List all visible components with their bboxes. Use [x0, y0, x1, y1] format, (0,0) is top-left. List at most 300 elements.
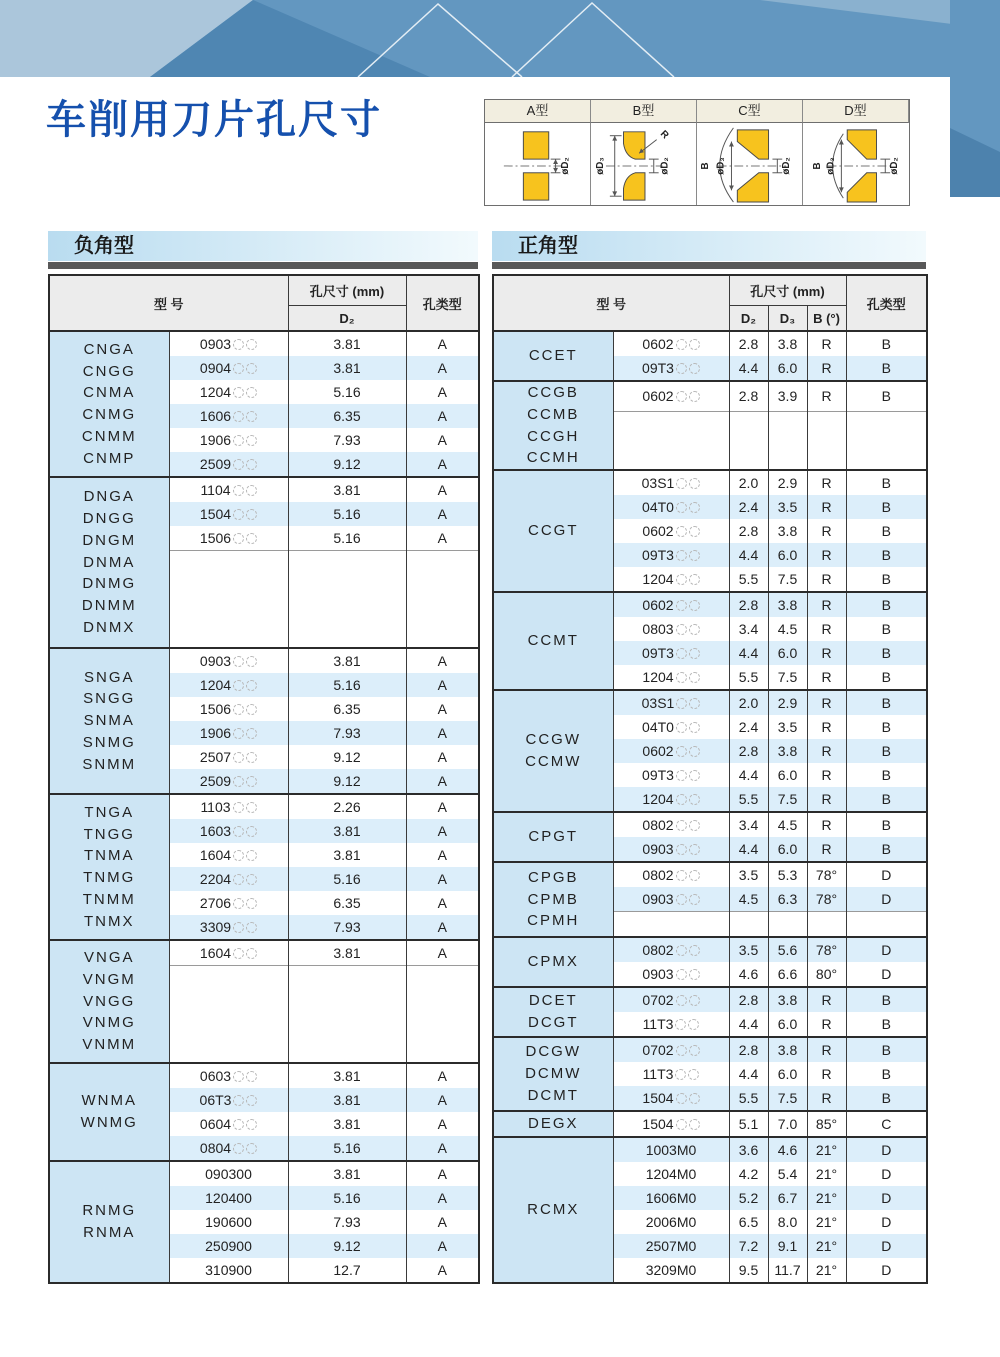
table-row	[493, 937, 927, 962]
dim-label-d2: øD₂	[780, 157, 792, 175]
diagram-type-a-header: A型	[485, 100, 591, 123]
header-hole-dims: 孔尺寸 (mm)	[288, 275, 406, 306]
size-code: 190600	[205, 1214, 252, 1230]
d3-cell: 4.5	[768, 812, 807, 837]
empty-cell	[768, 411, 807, 470]
d3-cell: 7.0	[768, 1111, 807, 1137]
model-series-name: TNMM	[82, 890, 136, 908]
type-cell: B	[846, 1086, 927, 1111]
d2-cell: 2.0	[729, 690, 768, 715]
size-code: 1504	[199, 506, 232, 522]
model-series-name: WNMG	[80, 1114, 138, 1131]
b-cell: 80°	[807, 962, 846, 987]
diagram-type-c-header: C型	[697, 100, 803, 123]
placeholder-circle-icon	[689, 746, 700, 757]
size-cell	[169, 648, 288, 673]
placeholder-circle-icon	[246, 704, 257, 715]
size-cell	[169, 1063, 288, 1088]
placeholder-circle-icon	[688, 1069, 699, 1080]
model-series-name: CNMG	[82, 406, 137, 423]
size-cell	[613, 787, 729, 812]
b-cell: 21°	[807, 1234, 846, 1258]
placeholder-circle-icon	[246, 898, 257, 909]
d3-cell: 4.6	[768, 1137, 807, 1162]
b-cell: R	[807, 812, 846, 837]
model-series-name: TNMX	[84, 912, 135, 930]
size-cell	[613, 641, 729, 665]
b-cell: 78°	[807, 862, 846, 887]
d2-cell: 6.35	[288, 404, 406, 428]
size-code: 09T3	[642, 645, 674, 661]
placeholder-circle-icon	[689, 995, 700, 1006]
b-cell: R	[807, 356, 846, 381]
model-series-cell	[49, 648, 169, 794]
placeholder-circle-icon	[676, 722, 687, 733]
table-row	[493, 381, 927, 411]
model-series-name: CCMH	[526, 449, 580, 467]
d3-cell: 6.0	[768, 763, 807, 787]
type-cell: B	[846, 381, 927, 411]
placeholder-circle-icon	[676, 672, 687, 683]
header-d3: D₃	[768, 306, 807, 332]
b-cell: R	[807, 1062, 846, 1086]
d2-cell: 2.8	[729, 1037, 768, 1062]
size-cell	[613, 937, 729, 962]
placeholder-circle-icon	[246, 363, 257, 374]
model-series-name: CNGG	[82, 362, 136, 380]
model-series-name: CCET	[528, 347, 578, 365]
b-cell: R	[807, 1037, 846, 1062]
d2-cell: 7.93	[288, 915, 406, 940]
type-cell: A	[406, 745, 479, 769]
d3-cell: 3.5	[768, 495, 807, 519]
d3-cell: 2.9	[768, 690, 807, 715]
type-cell: D	[846, 1234, 927, 1258]
placeholder-circle-icon	[246, 411, 257, 422]
b-cell: R	[807, 617, 846, 641]
type-cell: A	[406, 404, 479, 428]
placeholder-circle-icon	[233, 776, 244, 787]
model-series-name: CNMA	[83, 384, 136, 402]
type-cell: B	[846, 690, 927, 715]
model-series-name: CCMW	[525, 753, 582, 770]
placeholder-circle-icon	[689, 945, 700, 956]
model-series-cell	[493, 1037, 613, 1111]
diagram-type-a	[485, 123, 591, 205]
size-cell	[613, 1012, 729, 1037]
empty-cell	[807, 912, 846, 938]
model-series-name: SNGA	[83, 668, 135, 686]
size-code: 120400	[205, 1190, 252, 1206]
size-code: 090300	[205, 1166, 252, 1182]
empty-cell	[729, 912, 768, 938]
model-series-cell	[49, 1063, 169, 1161]
placeholder-circle-icon	[689, 770, 700, 781]
section-divider-bar	[492, 262, 926, 269]
size-cell	[169, 1112, 288, 1136]
d2-cell: 5.16	[288, 867, 406, 891]
table-row	[493, 331, 927, 356]
d2-cell: 3.81	[288, 1112, 406, 1136]
d3-cell: 3.8	[768, 1037, 807, 1062]
size-cell	[613, 887, 729, 912]
d2-cell: 4.4	[729, 641, 768, 665]
empty-cell	[288, 551, 406, 649]
size-cell	[169, 1258, 288, 1283]
model-series-name: DNGG	[82, 510, 136, 528]
insert-b-drawing	[592, 124, 696, 204]
size-code: 1906	[199, 432, 232, 448]
model-series-name: VNGG	[83, 992, 136, 1010]
type-cell: A	[406, 940, 479, 966]
model-series-name: CPMX	[527, 953, 579, 971]
model-series-cell	[493, 331, 613, 381]
size-cell	[169, 526, 288, 551]
d2-cell: 3.81	[288, 843, 406, 867]
type-cell: B	[846, 543, 927, 567]
placeholder-circle-icon	[233, 387, 244, 398]
placeholder-circle-icon	[246, 1143, 257, 1154]
d2-cell: 2.8	[729, 592, 768, 617]
empty-cell	[768, 912, 807, 938]
size-cell	[169, 867, 288, 891]
d2-cell: 4.4	[729, 356, 768, 381]
placeholder-circle-icon	[246, 509, 257, 520]
placeholder-circle-icon	[676, 820, 687, 831]
table-row	[493, 1111, 927, 1137]
d2-cell: 9.5	[729, 1258, 768, 1283]
placeholder-circle-icon	[689, 574, 700, 585]
type-cell: C	[846, 1111, 927, 1137]
diagram-type-c	[697, 123, 803, 205]
size-code: 0903	[642, 891, 674, 907]
model-series-cell	[493, 1111, 613, 1137]
model-series-name: TNGG	[83, 825, 135, 843]
placeholder-circle-icon	[246, 435, 257, 446]
model-series-name: SNMA	[83, 712, 135, 730]
b-cell: R	[807, 787, 846, 812]
d3-cell: 5.4	[768, 1162, 807, 1186]
type-cell: A	[406, 452, 479, 477]
size-cell	[613, 470, 729, 495]
placeholder-circle-icon	[689, 339, 700, 350]
placeholder-circle-icon	[676, 770, 687, 781]
placeholder-circle-icon	[246, 826, 257, 837]
d3-cell: 6.0	[768, 837, 807, 862]
size-code: 2006M0	[645, 1214, 697, 1230]
d2-cell: 2.8	[729, 519, 768, 543]
placeholder-circle-icon	[676, 391, 687, 402]
b-cell: R	[807, 331, 846, 356]
type-cell: A	[406, 843, 479, 867]
type-cell: B	[846, 987, 927, 1012]
size-code: 1506	[199, 701, 232, 717]
size-code: 1104	[200, 482, 231, 498]
d2-cell: 4.4	[729, 837, 768, 862]
b-cell: R	[807, 641, 846, 665]
size-cell	[169, 721, 288, 745]
size-code: 2509	[199, 773, 232, 789]
size-code: 2507M0	[645, 1238, 697, 1254]
type-cell: A	[406, 428, 479, 452]
placeholder-circle-icon	[689, 969, 700, 980]
type-cell: B	[846, 567, 927, 592]
type-cell: A	[406, 477, 479, 502]
d3-cell: 7.5	[768, 787, 807, 812]
size-cell	[169, 1210, 288, 1234]
size-cell	[169, 819, 288, 843]
size-cell	[169, 452, 288, 477]
model-series-name: VNGM	[82, 970, 136, 988]
section-title-positive: 正角型	[492, 231, 926, 261]
type-cell: B	[846, 1037, 927, 1062]
type-cell: B	[846, 519, 927, 543]
size-cell	[613, 690, 729, 715]
size-code: 0602	[642, 388, 674, 405]
d2-cell: 2.0	[729, 470, 768, 495]
placeholder-circle-icon	[676, 600, 687, 611]
size-code: 0602	[642, 597, 674, 613]
size-code: 09T3	[642, 547, 674, 563]
table-row	[493, 987, 927, 1012]
empty-cell	[406, 966, 479, 1064]
size-cell	[613, 1137, 729, 1162]
size-cell	[613, 592, 729, 617]
b-cell: R	[807, 690, 846, 715]
size-code: 310900	[205, 1262, 252, 1278]
size-cell	[613, 812, 729, 837]
type-cell: A	[406, 891, 479, 915]
diagram-type-b	[591, 123, 697, 205]
d3-cell: 5.3	[768, 862, 807, 887]
b-cell: R	[807, 543, 846, 567]
model-series-name: TNMG	[83, 869, 136, 886]
d2-cell: 12.7	[288, 1258, 406, 1283]
placeholder-circle-icon	[233, 948, 244, 959]
size-code: 0904	[199, 360, 232, 376]
empty-cell	[613, 411, 729, 470]
size-code: 0903	[199, 336, 232, 352]
b-cell: 21°	[807, 1162, 846, 1186]
empty-cell	[288, 966, 406, 1064]
d3-cell: 3.9	[768, 381, 807, 411]
d2-cell: 9.12	[288, 769, 406, 794]
type-cell: B	[846, 495, 927, 519]
model-series-cell	[493, 592, 613, 690]
b-cell: 21°	[807, 1186, 846, 1210]
d3-cell: 8.0	[768, 1210, 807, 1234]
placeholder-circle-icon	[689, 1119, 700, 1130]
placeholder-circle-icon	[689, 624, 700, 635]
type-cell: A	[406, 526, 479, 551]
empty-cell	[406, 551, 479, 649]
placeholder-circle-icon	[233, 898, 244, 909]
type-cell: B	[846, 470, 927, 495]
b-cell: R	[807, 739, 846, 763]
type-cell: B	[846, 1062, 927, 1086]
type-cell: B	[846, 763, 927, 787]
size-cell	[613, 1234, 729, 1258]
d2-cell: 7.93	[288, 721, 406, 745]
model-series-cell	[49, 794, 169, 940]
size-cell	[613, 1062, 729, 1086]
placeholder-circle-icon	[233, 533, 244, 544]
size-code: 0602	[642, 336, 674, 352]
table-row	[493, 592, 927, 617]
header-hole-type: 孔类型	[846, 275, 927, 331]
d3-cell: 3.5	[768, 715, 807, 739]
table-row	[49, 940, 479, 966]
type-cell: B	[846, 641, 927, 665]
type-cell: A	[406, 1161, 479, 1186]
placeholder-circle-icon	[233, 1143, 244, 1154]
type-cell: A	[406, 915, 479, 940]
size-code: 1204	[642, 571, 674, 587]
b-cell: R	[807, 495, 846, 519]
table-row	[49, 794, 479, 819]
size-cell	[169, 843, 288, 867]
placeholder-circle-icon	[233, 826, 244, 837]
size-cell	[613, 617, 729, 641]
size-code: 1504	[642, 1090, 674, 1106]
model-series-cell	[493, 470, 613, 592]
type-cell: D	[846, 1186, 927, 1210]
type-cell: D	[846, 887, 927, 912]
size-code: 09T3	[642, 767, 674, 783]
d2-cell: 4.4	[729, 1062, 768, 1086]
d3-cell: 7.5	[768, 567, 807, 592]
d2-cell: 4.4	[729, 543, 768, 567]
model-series-cell	[493, 381, 613, 470]
size-code: 0702	[642, 1042, 674, 1058]
model-series-name: CPGB	[527, 868, 579, 886]
placeholder-circle-icon	[689, 502, 700, 513]
placeholder-circle-icon	[689, 363, 700, 374]
d2-cell: 3.81	[288, 331, 406, 356]
size-cell	[169, 428, 288, 452]
size-code: 2204	[199, 871, 232, 887]
model-series-name: DNGM	[82, 531, 137, 549]
model-series-cell	[49, 477, 169, 648]
placeholder-circle-icon	[233, 485, 244, 496]
model-series-cell	[49, 940, 169, 1063]
placeholder-circle-icon	[676, 698, 687, 709]
placeholder-circle-icon	[689, 870, 700, 881]
model-series-cell	[493, 862, 613, 937]
model-series-name: CNGA	[83, 340, 135, 358]
placeholder-circle-icon	[689, 550, 700, 561]
d3-cell: 6.0	[768, 356, 807, 381]
size-cell	[613, 1186, 729, 1210]
table-row	[493, 812, 927, 837]
placeholder-circle-icon	[689, 698, 700, 709]
type-cell: A	[406, 721, 479, 745]
size-cell	[169, 891, 288, 915]
type-cell: D	[846, 962, 927, 987]
size-cell	[169, 404, 288, 428]
size-code: 0702	[642, 992, 674, 1008]
type-cell: A	[406, 819, 479, 843]
model-series-name: CPMH	[527, 912, 580, 930]
size-cell	[613, 862, 729, 887]
placeholder-circle-icon	[689, 894, 700, 905]
size-cell	[613, 1111, 729, 1137]
model-series-name: DCGT	[528, 1014, 579, 1031]
b-cell: R	[807, 592, 846, 617]
b-cell: R	[807, 665, 846, 690]
d2-cell: 4.5	[729, 887, 768, 912]
size-cell	[613, 543, 729, 567]
d3-cell: 11.7	[768, 1258, 807, 1283]
size-cell	[169, 745, 288, 769]
model-series-name: DNGA	[83, 488, 135, 506]
d3-cell: 3.8	[768, 331, 807, 356]
model-series-name: CCGH	[527, 427, 580, 445]
placeholder-circle-icon	[676, 746, 687, 757]
b-cell: R	[807, 381, 846, 411]
negative-rake-section	[48, 231, 478, 1284]
model-series-name: DNMA	[83, 553, 136, 571]
table-row	[49, 1161, 479, 1186]
d3-cell: 9.1	[768, 1234, 807, 1258]
d2-cell: 3.81	[288, 1161, 406, 1186]
empty-cell	[169, 966, 288, 1064]
size-cell	[613, 381, 729, 411]
d2-cell: 5.16	[288, 673, 406, 697]
size-code: 0803	[642, 621, 674, 637]
placeholder-circle-icon	[676, 478, 687, 489]
size-code: 2706	[199, 895, 232, 911]
size-code: 1506	[199, 530, 232, 546]
type-cell: B	[846, 1012, 927, 1037]
d3-cell: 6.0	[768, 1062, 807, 1086]
insert-hole-diagram-panel	[484, 99, 910, 206]
type-cell: A	[406, 1186, 479, 1210]
size-code: 1906	[199, 725, 232, 741]
d2-cell: 3.81	[288, 648, 406, 673]
size-cell	[613, 1210, 729, 1234]
size-cell	[613, 1258, 729, 1283]
d2-cell: 7.93	[288, 1210, 406, 1234]
d3-cell: 3.8	[768, 739, 807, 763]
placeholder-circle-icon	[246, 656, 257, 667]
d2-cell: 3.81	[288, 477, 406, 502]
placeholder-circle-icon	[246, 459, 257, 470]
placeholder-circle-icon	[233, 339, 244, 350]
d3-cell: 3.8	[768, 592, 807, 617]
angle-label-b: B	[811, 162, 823, 170]
placeholder-circle-icon	[689, 648, 700, 659]
model-series-name: DNMG	[82, 575, 137, 593]
d2-cell: 2.8	[729, 331, 768, 356]
size-code: 1204	[642, 791, 674, 807]
placeholder-circle-icon	[246, 850, 257, 861]
type-cell: A	[406, 1210, 479, 1234]
table-row	[49, 477, 479, 502]
placeholder-circle-icon	[689, 1045, 700, 1056]
placeholder-circle-icon	[246, 922, 257, 933]
placeholder-circle-icon	[246, 802, 257, 813]
d3-cell: 6.0	[768, 641, 807, 665]
size-code: 1604	[199, 847, 232, 863]
size-cell	[613, 665, 729, 690]
size-code: 0903	[642, 841, 674, 857]
model-series-cell	[49, 1161, 169, 1283]
d2-cell: 5.16	[288, 1136, 406, 1161]
placeholder-circle-icon	[246, 533, 257, 544]
size-cell	[169, 769, 288, 794]
size-cell	[613, 987, 729, 1012]
